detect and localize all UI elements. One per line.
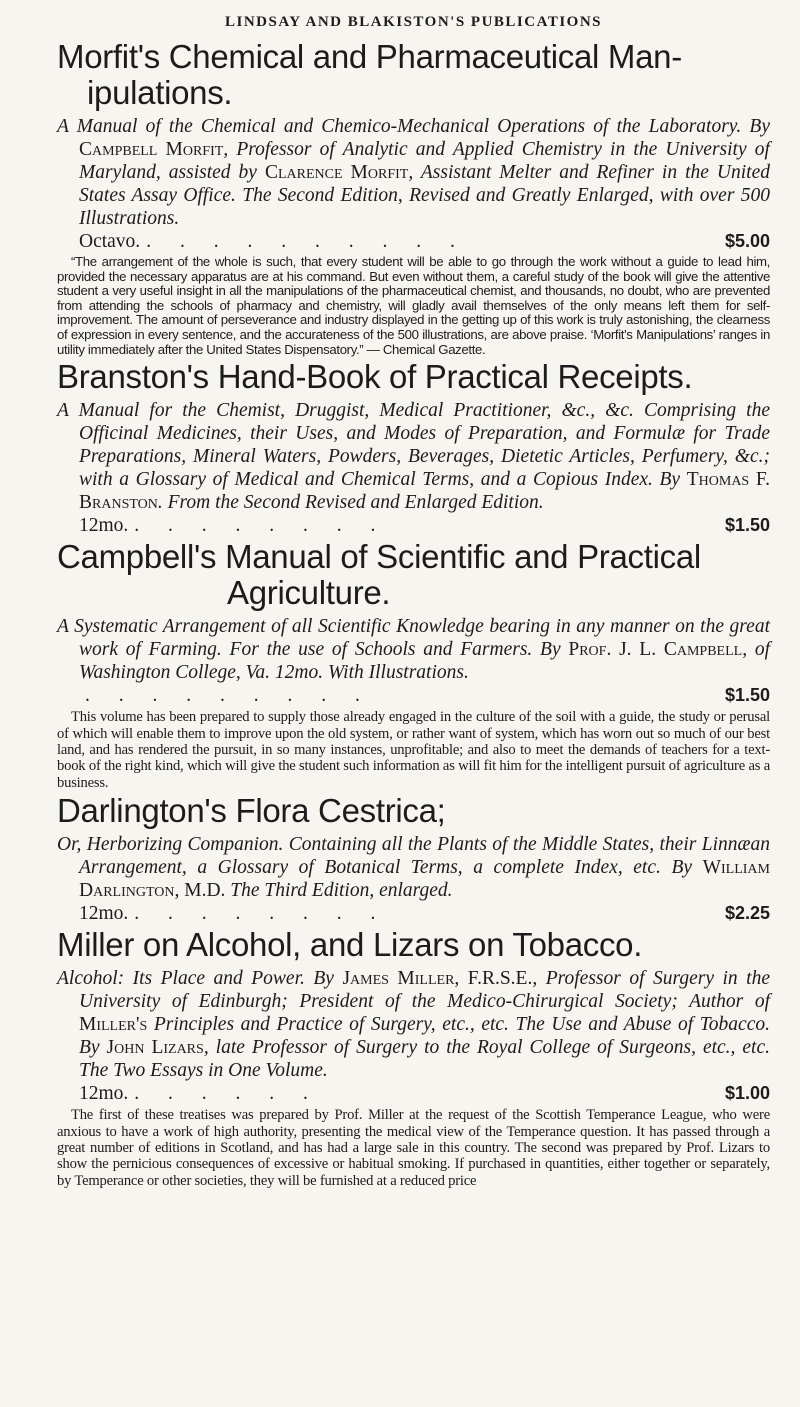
entry-campbell [57, 539, 770, 791]
dot-leader: . . . . . . . . [134, 515, 388, 537]
book-summary: This volume has been prepared to supply those already engaged in the culture of the soil with a guide, the study or perusal of which will enable them to improve upon the old system, or rather want of system, which has worn out so much of our best land, and has rendered the pursuit, in so many instances, unprofitable; and also to meet the demands of teachers for a text-book of the right kind, which will give the student such information as will fit him for the intelligent pursuit of agriculture as a business. [57, 709, 770, 791]
entry-miller-lizars [57, 927, 770, 1189]
dot-leader: . . . . . . . . . . [146, 231, 467, 252]
description-text: The Third Edition, enlarged. [225, 880, 453, 902]
author-name: Thomas F. Branston [79, 469, 771, 514]
description-text: Alcohol: Its Place and Power. By [57, 968, 343, 990]
author-name: John Lizars [106, 1037, 204, 1059]
price-line [57, 230, 770, 253]
entry-description [57, 399, 770, 514]
description-text: A Manual for the Chemist, Druggist, Medical Practitioner, &c., &c. Comprising the Officinal Medicines, their Uses, and Modes of Preparation, and Formulæ for Trade Preparations, Mineral Waters, Powders, Beverages, Dietetic Articles, Perfumery, &c.; with a Glossary of Medical and Chemical Terms, and a Copious Index. By [57, 400, 770, 491]
running-head: LINDSAY AND BLAKISTON'S PUBLICATIONS [224, 14, 602, 30]
author-name: William Darlington, M.D. [79, 857, 770, 902]
book-format: 12mo. [79, 903, 129, 925]
review-quote: “The arrangement of the whole is such, that every student will be able to go through the work without a guide to lead him, provided the necessary apparatus are at his command. But even without them, a careful study of the book will give the attentive student a very useful insight in all the manipulations of the pharmaceutical chemist, and thousands, no doubt, who are prevented from attending the schools of pharmacy and chemistry, will gladly avail themselves of the only means left them for self-improvement. The amount of perseverance and industry displayed in the getting up of this work is truly astonishing, the clearness of expression in every sentence, and the accurateness of the 500 illustrations, are above praise. ‘Morfit's Manipulations’ ranges in utility immediately after the United States Dispensatory.” — Chemical Gazette. [57, 254, 770, 357]
description-text: A Manual of the Chemical and Chemico-Mechanical Operations of the Laboratory. By [57, 116, 770, 137]
book-format: 12mo. [79, 1083, 129, 1105]
entry-branston [57, 359, 770, 537]
description-text: , Professor of Surgery in the University of Edinburgh; President of the Medico-Chirurgical Society; Author of [79, 968, 770, 1013]
price: $1.50 [724, 515, 770, 536]
description-text: , Professor of Analytic and Applied Chemistry in the University of Maryland, assisted by [79, 139, 770, 183]
description-text: Principles and Practice of Surgery, etc., etc. The Use and Abuse of Tobacco. By [79, 1014, 770, 1059]
price: $1.00 [724, 1083, 770, 1104]
price: $1.50 [724, 685, 770, 706]
price-line [57, 1082, 770, 1105]
entry-description [57, 967, 770, 1082]
author-name: Clarence Morfit [264, 162, 409, 183]
entry-title [57, 927, 770, 963]
entry-darlington [57, 793, 770, 925]
title-line: Darlington's Flora Cestrica; [57, 792, 446, 830]
description-text: Or, Herborizing Companion. Containing all the Plants of the Middle States, their Linnæan Arrangement, a Glossary of Botanical Terms, a complete Index, etc. By [57, 834, 770, 879]
book-format: 12mo. [79, 515, 129, 537]
entry-title [57, 359, 770, 395]
description-text: . From the Second Revised and Enlarged Edition. [157, 492, 544, 514]
entry-title [57, 793, 770, 829]
price: $2.25 [724, 903, 770, 924]
description-text: , Assistant Melter and Refiner in the United States Assay Office. The Second Edition, Revised and Greatly Enlarged, with over 500 Illustrations. [79, 162, 770, 229]
description-text: A Systematic Arrangement of all Scientific Knowledge bearing in any manner on the great work of Farming. For the use of Schools and Farmers. By [57, 616, 770, 661]
dot-leader: . . . . . . . . . [85, 685, 372, 707]
entry-title [57, 39, 770, 111]
dot-leader: . . . . . . . . [134, 903, 388, 925]
description-text: , late Professor of Surgery to the Royal College of Surgeons, etc., etc. The Two Essays in One Volume. [79, 1037, 770, 1082]
author-name: James Miller, F.R.S.E. [342, 968, 533, 990]
author-name: Prof. J. L. Campbell [568, 639, 743, 661]
author-name: Campbell Morfit [79, 139, 224, 160]
price-line [57, 902, 770, 925]
title-line: Morfit's Chemical and Pharmaceutical Man- [57, 38, 682, 75]
entry-description [57, 615, 770, 684]
book-summary: The first of these treatises was prepared by Prof. Miller at the request of the Scottish Temperance League, who were anxious to have a work of high authority, presenting the medical view of the Temperance question. It has passed through a great number of editions in Scotland, and has had a large sale in this country. The second was prepared by Prof. Lizars to show the pernicious consequences of excessive or habitual smoking. If purchased in quantities, either together or separately, by Temperance or other societies, they will be furnished at a reduced price [57, 1107, 770, 1189]
title-line-continued: ipulations. [87, 74, 233, 111]
description-text: , of Washington College, Va. 12mo. With Illustrations. [79, 639, 771, 684]
book-format: Octavo. [79, 231, 141, 252]
price: $5.00 [724, 231, 770, 251]
price-line [57, 684, 770, 707]
entry-morfit [57, 39, 770, 357]
title-line: Branston's Hand-Book of Practical Receipts. [57, 358, 693, 396]
entry-description [57, 833, 770, 902]
title-line-continued: Agriculture. [227, 574, 391, 612]
author-name: Miller's [79, 1014, 148, 1036]
title-line: Campbell's Manual of Scientific and Practical [57, 538, 701, 576]
dot-leader: . . . . . . [134, 1083, 320, 1105]
price-line [57, 514, 770, 537]
entry-description [57, 115, 770, 230]
title-line: Miller on Alcohol, and Lizars on Tobacco. [57, 926, 643, 964]
entry-title [57, 539, 770, 611]
